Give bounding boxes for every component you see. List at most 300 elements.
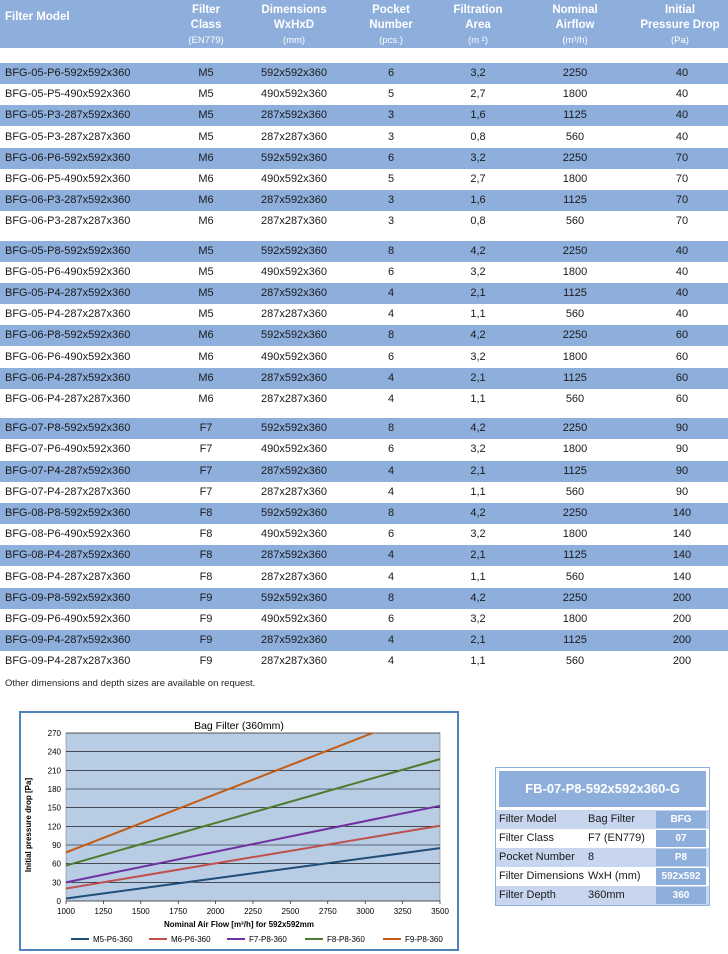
- cell-filtration-area: 2,7: [470, 173, 486, 185]
- cell-dimensions: 592x592x360: [260, 329, 328, 342]
- product-code-row: [496, 848, 709, 867]
- cell-filtration-area: 2,1: [470, 549, 486, 562]
- cell-filtration-area: 0,8: [470, 215, 486, 228]
- cell-nominal-airflow: 2250: [562, 591, 588, 604]
- legend-label: F9-P8-360: [405, 935, 443, 944]
- cell-pocket-number: 3: [387, 215, 395, 228]
- header-unit: (m³/h): [562, 35, 588, 46]
- y-tick-label: 30: [52, 878, 61, 888]
- header-text: Nominal: [552, 4, 598, 16]
- cell-filter-class: F9: [199, 613, 213, 625]
- cell-filtration-area: 1,1: [470, 485, 486, 498]
- cell-nominal-airflow: 2250: [562, 422, 588, 435]
- cell-filter-class: F8: [199, 570, 213, 583]
- table-footnote: Other dimensions and depth sizes are available on request.: [5, 678, 256, 689]
- cell-filtration-area: 2,1: [470, 287, 486, 299]
- cell-dimensions: 592x592x360: [260, 151, 328, 164]
- cell-pocket-number: 6: [387, 350, 395, 363]
- cell-filter-class: F7: [199, 485, 213, 498]
- y-tick-label: 90: [52, 841, 61, 850]
- cell-filter-class: M6: [198, 393, 214, 405]
- cell-model: BFG-05-P4-287x287x360: [5, 308, 131, 321]
- cell-filter-class: M5: [198, 244, 214, 257]
- cell-pocket-number: 4: [387, 549, 395, 562]
- cell-filter-class: M5: [198, 67, 214, 79]
- cell-model: BFG-08-P6-490x592x360: [5, 528, 131, 541]
- cell-pocket-number: 4: [387, 371, 395, 384]
- cell-pressure-drop: 90: [675, 464, 689, 477]
- cell-pressure-drop: 140: [672, 549, 692, 562]
- cell-filter-class: M5: [198, 109, 214, 122]
- cell-model: BFG-06-P8-592x592x360: [5, 329, 131, 342]
- cell-nominal-airflow: 560: [565, 655, 585, 668]
- cell-pressure-drop: 40: [675, 67, 689, 79]
- cell-filter-class: M6: [198, 215, 214, 228]
- cell-nominal-airflow: 1125: [563, 194, 587, 207]
- cell-nominal-airflow: 1125: [563, 634, 587, 647]
- header-unit: (m ²): [467, 35, 489, 46]
- cell-filter-class: F7: [199, 443, 213, 456]
- cell-pocket-number: 3: [387, 130, 395, 143]
- cell-pressure-drop: 90: [675, 485, 689, 498]
- cell-model: BFG-06-P3-287x287x360: [5, 215, 131, 228]
- cell-model: BFG-05-P3-287x287x360: [5, 130, 131, 143]
- cell-nominal-airflow: 2250: [562, 67, 588, 79]
- cell-dimensions: 592x592x360: [260, 422, 328, 435]
- cell-filter-class: M5: [198, 88, 214, 101]
- cell-pressure-drop: 40: [675, 244, 689, 257]
- cell-model: BFG-07-P4-287x287x360: [5, 485, 131, 498]
- cell-dimensions: 490x592x360: [260, 88, 328, 101]
- cell-dimensions: 287x287x360: [260, 393, 328, 405]
- cell-filter-class: F8: [199, 507, 213, 519]
- cell-filtration-area: 2,7: [470, 88, 486, 101]
- product-code-segment: 592x592: [656, 868, 706, 885]
- cell-filtration-area: 4,2: [470, 591, 486, 604]
- cell-model: BFG-09-P4-287x287x360: [5, 655, 131, 668]
- cell-filtration-area: 1,1: [470, 570, 486, 583]
- cell-filter-class: F8: [199, 528, 213, 541]
- cell-pocket-number: 8: [387, 244, 395, 257]
- product-code-title: FB-07-P8-592x592x360-G: [499, 771, 706, 807]
- cell-pocket-number: 4: [387, 308, 395, 321]
- cell-nominal-airflow: 1800: [562, 613, 588, 625]
- cell-filtration-area: 4,2: [470, 422, 486, 435]
- header-unit: (pcs.): [379, 35, 403, 46]
- cell-pressure-drop: 60: [675, 329, 689, 342]
- cell-dimensions: 592x592x360: [260, 591, 328, 604]
- cell-dimensions: 287x287x360: [260, 308, 328, 321]
- cell-pressure-drop: 60: [675, 371, 689, 384]
- table-row: [0, 588, 728, 609]
- legend-label: F8-P8-360: [327, 935, 365, 944]
- cell-model: BFG-09-P8-592x592x360: [5, 591, 131, 604]
- cell-filtration-area: 3,2: [470, 350, 486, 363]
- cell-dimensions: 490x592x360: [260, 528, 328, 541]
- cell-nominal-airflow: 2250: [562, 151, 588, 164]
- product-code-segment: 360: [656, 887, 706, 904]
- cell-dimensions: 287x287x360: [260, 570, 328, 583]
- product-code-label: Filter Depth: [499, 889, 556, 901]
- product-code-label: Filter Class: [499, 832, 555, 844]
- cell-filtration-area: 1,6: [470, 194, 486, 207]
- cell-model: BFG-07-P4-287x592x360: [5, 464, 131, 477]
- cell-nominal-airflow: 1800: [562, 265, 588, 278]
- product-code-value: F7 (EN779): [588, 832, 645, 844]
- table-row: [0, 461, 728, 482]
- cell-pocket-number: 8: [387, 591, 395, 604]
- cell-model: BFG-08-P4-287x287x360: [5, 570, 131, 583]
- header-pocket-number: [356, 3, 426, 48]
- x-tick-label: 1250: [94, 907, 113, 916]
- cell-filtration-area: 3,2: [470, 443, 486, 456]
- x-tick-label: 2500: [281, 907, 300, 916]
- cell-pressure-drop: 140: [672, 570, 692, 583]
- cell-pressure-drop: 40: [675, 287, 689, 299]
- product-code-value: 360mm: [588, 889, 625, 901]
- cell-filtration-area: 1,1: [470, 655, 486, 668]
- y-tick-label: 60: [52, 859, 61, 869]
- x-tick-label: 1000: [57, 907, 75, 916]
- product-code-row: [496, 886, 709, 905]
- cell-dimensions: 490x592x360: [260, 265, 328, 278]
- cell-filter-class: F9: [199, 634, 213, 647]
- product-code-label: Filter Model: [499, 813, 557, 825]
- cell-nominal-airflow: 1125: [563, 371, 587, 384]
- cell-dimensions: 287x592x360: [260, 287, 328, 299]
- cell-filter-class: F9: [199, 655, 213, 668]
- header-unit: (EN779): [188, 35, 224, 46]
- cell-filter-class: M6: [198, 194, 214, 207]
- table-row: [0, 482, 728, 503]
- cell-dimensions: 592x592x360: [260, 67, 328, 79]
- cell-dimensions: 287x592x360: [260, 371, 328, 384]
- cell-nominal-airflow: 1800: [562, 173, 588, 185]
- x-tick-label: 3500: [431, 907, 449, 916]
- cell-dimensions: 287x287x360: [260, 485, 328, 498]
- y-tick-label: 150: [47, 803, 61, 813]
- table-row: [0, 609, 728, 630]
- legend-label: M6-P6-360: [171, 935, 211, 944]
- cell-model: BFG-05-P3-287x592x360: [5, 109, 131, 122]
- cell-filtration-area: 4,2: [470, 244, 486, 257]
- table-row: [0, 211, 728, 232]
- y-tick-label: 180: [47, 785, 61, 794]
- table-row: [0, 241, 728, 262]
- x-tick-label: 3000: [356, 907, 375, 916]
- cell-filter-class: M6: [198, 329, 214, 342]
- header-text: Class: [190, 19, 222, 31]
- cell-model: BFG-08-P8-592x592x360: [5, 507, 131, 519]
- cell-nominal-airflow: 1800: [562, 443, 588, 456]
- cell-pocket-number: 5: [387, 173, 395, 185]
- header-text: Pressure Drop: [640, 19, 720, 31]
- x-tick-label: 2000: [206, 907, 225, 916]
- cell-pocket-number: 6: [387, 151, 395, 164]
- pressure-drop-chart: [19, 711, 459, 951]
- cell-dimensions: 490x592x360: [260, 613, 328, 625]
- y-tick-label: 270: [47, 729, 61, 738]
- table-row: [0, 304, 728, 325]
- cell-nominal-airflow: 1125: [563, 287, 587, 299]
- cell-pocket-number: 4: [387, 287, 395, 299]
- cell-pressure-drop: 40: [675, 265, 689, 278]
- cell-filter-class: M5: [198, 130, 214, 143]
- product-code-rows: [496, 810, 709, 905]
- product-code-value: Bag Filter: [588, 813, 636, 825]
- cell-filter-class: M6: [198, 173, 214, 185]
- cell-pocket-number: 6: [387, 613, 395, 625]
- table-row: [0, 567, 728, 588]
- cell-pressure-drop: 90: [675, 443, 689, 456]
- cell-dimensions: 490x592x360: [260, 350, 328, 363]
- cell-model: BFG-06-P5-490x592x360: [5, 173, 131, 185]
- cell-filtration-area: 3,2: [470, 151, 486, 164]
- cell-dimensions: 287x287x360: [260, 215, 328, 228]
- table-row: [0, 524, 728, 545]
- product-code-row: [496, 867, 709, 886]
- cell-pressure-drop: 40: [675, 88, 689, 101]
- cell-filtration-area: 3,2: [470, 528, 486, 541]
- table-row: [0, 418, 728, 439]
- cell-pressure-drop: 40: [675, 109, 689, 122]
- cell-model: BFG-05-P5-490x592x360: [5, 88, 131, 101]
- cell-filter-class: M5: [198, 265, 214, 278]
- cell-model: BFG-06-P6-592x592x360: [5, 151, 131, 164]
- header-text: Pocket: [372, 4, 410, 16]
- cell-pressure-drop: 70: [675, 173, 689, 185]
- table-row: [0, 105, 728, 126]
- cell-dimensions: 287x287x360: [260, 130, 328, 143]
- cell-pocket-number: 6: [387, 443, 395, 456]
- header-text: Number: [369, 19, 413, 31]
- cell-filter-class: F7: [199, 422, 213, 435]
- table-row: [0, 63, 728, 84]
- cell-pressure-drop: 200: [672, 613, 692, 625]
- product-code-value: 8: [588, 851, 595, 863]
- cell-pressure-drop: 140: [672, 528, 692, 541]
- cell-pocket-number: 8: [387, 329, 395, 342]
- cell-pocket-number: 4: [387, 570, 395, 583]
- table-row: [0, 169, 728, 190]
- y-tick-label: 0: [56, 897, 61, 906]
- y-tick-label: 240: [47, 747, 61, 757]
- cell-nominal-airflow: 2250: [562, 329, 588, 342]
- cell-nominal-airflow: 560: [565, 215, 585, 228]
- cell-model: BFG-05-P4-287x592x360: [5, 287, 131, 299]
- cell-pressure-drop: 70: [675, 151, 689, 164]
- cell-nominal-airflow: 2250: [562, 507, 588, 519]
- table-row: [0, 84, 728, 105]
- product-code-segment: BFG: [656, 811, 706, 828]
- cell-model: BFG-06-P6-490x592x360: [5, 350, 131, 363]
- chart-x-axis-label: Nominal Air Flow [m³/h] for 592x592mm: [164, 920, 314, 929]
- product-code-segment: 07: [656, 830, 706, 847]
- cell-pressure-drop: 90: [675, 422, 689, 435]
- cell-model: BFG-05-P6-490x592x360: [5, 265, 131, 278]
- header-dimensions: [249, 3, 339, 48]
- cell-pressure-drop: 70: [675, 194, 689, 207]
- cell-pocket-number: 4: [387, 464, 395, 477]
- cell-nominal-airflow: 1125: [563, 464, 587, 477]
- cell-pressure-drop: 140: [672, 507, 692, 519]
- cell-model: BFG-07-P6-490x592x360: [5, 443, 131, 456]
- table-header: [0, 0, 728, 48]
- cell-filtration-area: 4,2: [470, 507, 486, 519]
- cell-nominal-airflow: 560: [565, 308, 585, 321]
- cell-pressure-drop: 70: [675, 215, 689, 228]
- cell-filter-class: M5: [198, 308, 214, 321]
- cell-nominal-airflow: 1800: [562, 88, 588, 101]
- cell-filtration-area: 1,1: [470, 393, 486, 405]
- header-unit: (mm): [282, 35, 306, 46]
- cell-model: BFG-06-P4-287x592x360: [5, 371, 131, 384]
- cell-filtration-area: 2,1: [470, 371, 486, 384]
- cell-pocket-number: 5: [387, 88, 395, 101]
- table-row: [0, 630, 728, 651]
- cell-pressure-drop: 200: [672, 634, 692, 647]
- cell-nominal-airflow: 560: [565, 485, 585, 498]
- cell-model: BFG-09-P6-490x592x360: [5, 613, 131, 625]
- cell-nominal-airflow: 560: [565, 130, 585, 143]
- cell-filtration-area: 4,2: [470, 329, 486, 342]
- cell-nominal-airflow: 560: [565, 393, 585, 405]
- table-row: [0, 545, 728, 566]
- cell-pocket-number: 6: [387, 67, 395, 79]
- cell-pocket-number: 3: [387, 194, 395, 207]
- x-tick-label: 1500: [131, 907, 150, 916]
- cell-model: BFG-09-P4-287x592x360: [5, 634, 131, 647]
- header-text: Airflow: [555, 19, 595, 31]
- table-row: [0, 262, 728, 283]
- chart-y-axis-label: Initial pressure drop [Pa]: [24, 777, 33, 873]
- cell-filter-class: M6: [198, 350, 214, 363]
- product-code-segment: P8: [656, 849, 706, 866]
- cell-dimensions: 287x592x360: [260, 109, 328, 122]
- cell-model: BFG-07-P8-592x592x360: [5, 422, 131, 435]
- cell-nominal-airflow: 560: [565, 570, 585, 583]
- product-code-card: [495, 767, 710, 906]
- header-unit: (Pa): [671, 35, 689, 46]
- cell-nominal-airflow: 2250: [562, 244, 588, 257]
- cell-nominal-airflow: 1800: [562, 528, 588, 541]
- cell-pressure-drop: 60: [675, 393, 689, 405]
- cell-filtration-area: 3,2: [470, 265, 486, 278]
- product-code-label: Pocket Number: [499, 851, 575, 863]
- cell-pocket-number: 6: [387, 528, 395, 541]
- chart-canvas: [21, 713, 457, 949]
- cell-filtration-area: 3,2: [470, 613, 486, 625]
- cell-filtration-area: 2,1: [470, 464, 486, 477]
- header-initial-pressure-drop: [636, 3, 724, 48]
- cell-pocket-number: 8: [387, 507, 395, 519]
- cell-filtration-area: 1,1: [470, 308, 486, 321]
- cell-pocket-number: 3: [387, 109, 395, 122]
- table-row: [0, 127, 728, 148]
- product-code-row: [496, 829, 709, 848]
- table-row: [0, 389, 728, 410]
- x-tick-label: 2250: [244, 907, 262, 916]
- header-filter-class: [170, 3, 242, 48]
- cell-pocket-number: 4: [387, 393, 395, 405]
- cell-model: BFG-06-P3-287x592x360: [5, 194, 131, 207]
- header-text: Filtration: [453, 4, 503, 16]
- y-tick-label: 120: [47, 822, 61, 832]
- cell-pocket-number: 4: [387, 655, 395, 668]
- header-text: WxHxD: [273, 19, 315, 31]
- header-text: Dimensions: [261, 4, 327, 16]
- cell-filtration-area: 2,1: [470, 634, 486, 647]
- cell-filter-class: M6: [198, 151, 214, 164]
- product-code-label: Filter Dimensions: [499, 870, 584, 882]
- table-row: [0, 347, 728, 368]
- header-filter-model: Filter Model: [5, 11, 70, 23]
- cell-filtration-area: 0,8: [470, 130, 486, 143]
- product-code-row: [496, 810, 709, 829]
- cell-dimensions: 287x592x360: [260, 464, 328, 477]
- cell-filter-class: M5: [198, 287, 214, 299]
- cell-filtration-area: 3,2: [470, 67, 486, 79]
- header-text: Area: [465, 19, 491, 31]
- cell-dimensions: 287x592x360: [260, 634, 328, 647]
- cell-filter-class: F8: [199, 549, 213, 562]
- cell-dimensions: 490x592x360: [260, 443, 328, 456]
- cell-model: BFG-06-P4-287x287x360: [5, 393, 131, 405]
- cell-pocket-number: 4: [387, 485, 395, 498]
- table-row: [0, 190, 728, 211]
- cell-pocket-number: 4: [387, 634, 395, 647]
- cell-pressure-drop: 60: [675, 350, 689, 363]
- cell-filtration-area: 1,6: [470, 109, 486, 122]
- cell-pocket-number: 8: [387, 422, 395, 435]
- cell-model: BFG-08-P4-287x592x360: [5, 549, 131, 562]
- cell-pressure-drop: 40: [675, 308, 689, 321]
- legend-label: M5-P6-360: [93, 935, 133, 944]
- cell-pressure-drop: 200: [672, 655, 692, 668]
- cell-nominal-airflow: 1125: [563, 109, 587, 122]
- table-row: [0, 439, 728, 460]
- x-tick-label: 1750: [169, 907, 188, 916]
- product-code-value: WxH (mm): [588, 870, 641, 882]
- x-tick-label: 3250: [393, 907, 412, 916]
- chart-title: Bag Filter (360mm): [194, 720, 284, 732]
- table-row: [0, 503, 728, 524]
- cell-dimensions: 490x592x360: [260, 173, 328, 185]
- table-row: [0, 325, 728, 346]
- cell-pocket-number: 6: [387, 265, 395, 278]
- header-text: Filter: [191, 4, 221, 16]
- table-row: [0, 148, 728, 169]
- cell-dimensions: 287x592x360: [260, 549, 328, 562]
- cell-model: BFG-05-P6-592x592x360: [5, 67, 131, 79]
- cell-dimensions: 287x287x360: [260, 655, 328, 668]
- cell-filter-class: F7: [199, 464, 213, 477]
- cell-nominal-airflow: 1125: [563, 549, 587, 562]
- cell-model: BFG-05-P8-592x592x360: [5, 244, 131, 257]
- cell-dimensions: 592x592x360: [260, 507, 328, 519]
- y-tick-label: 210: [47, 766, 61, 776]
- cell-filter-class: M6: [198, 371, 214, 384]
- header-text: Initial: [664, 4, 696, 16]
- table-row: [0, 283, 728, 304]
- table-row: [0, 368, 728, 389]
- cell-nominal-airflow: 1800: [562, 350, 588, 363]
- cell-dimensions: 592x592x360: [260, 244, 328, 257]
- cell-pressure-drop: 40: [675, 130, 689, 143]
- cell-pressure-drop: 200: [672, 591, 692, 604]
- cell-dimensions: 287x592x360: [260, 194, 328, 207]
- header-filtration-area: [440, 3, 516, 48]
